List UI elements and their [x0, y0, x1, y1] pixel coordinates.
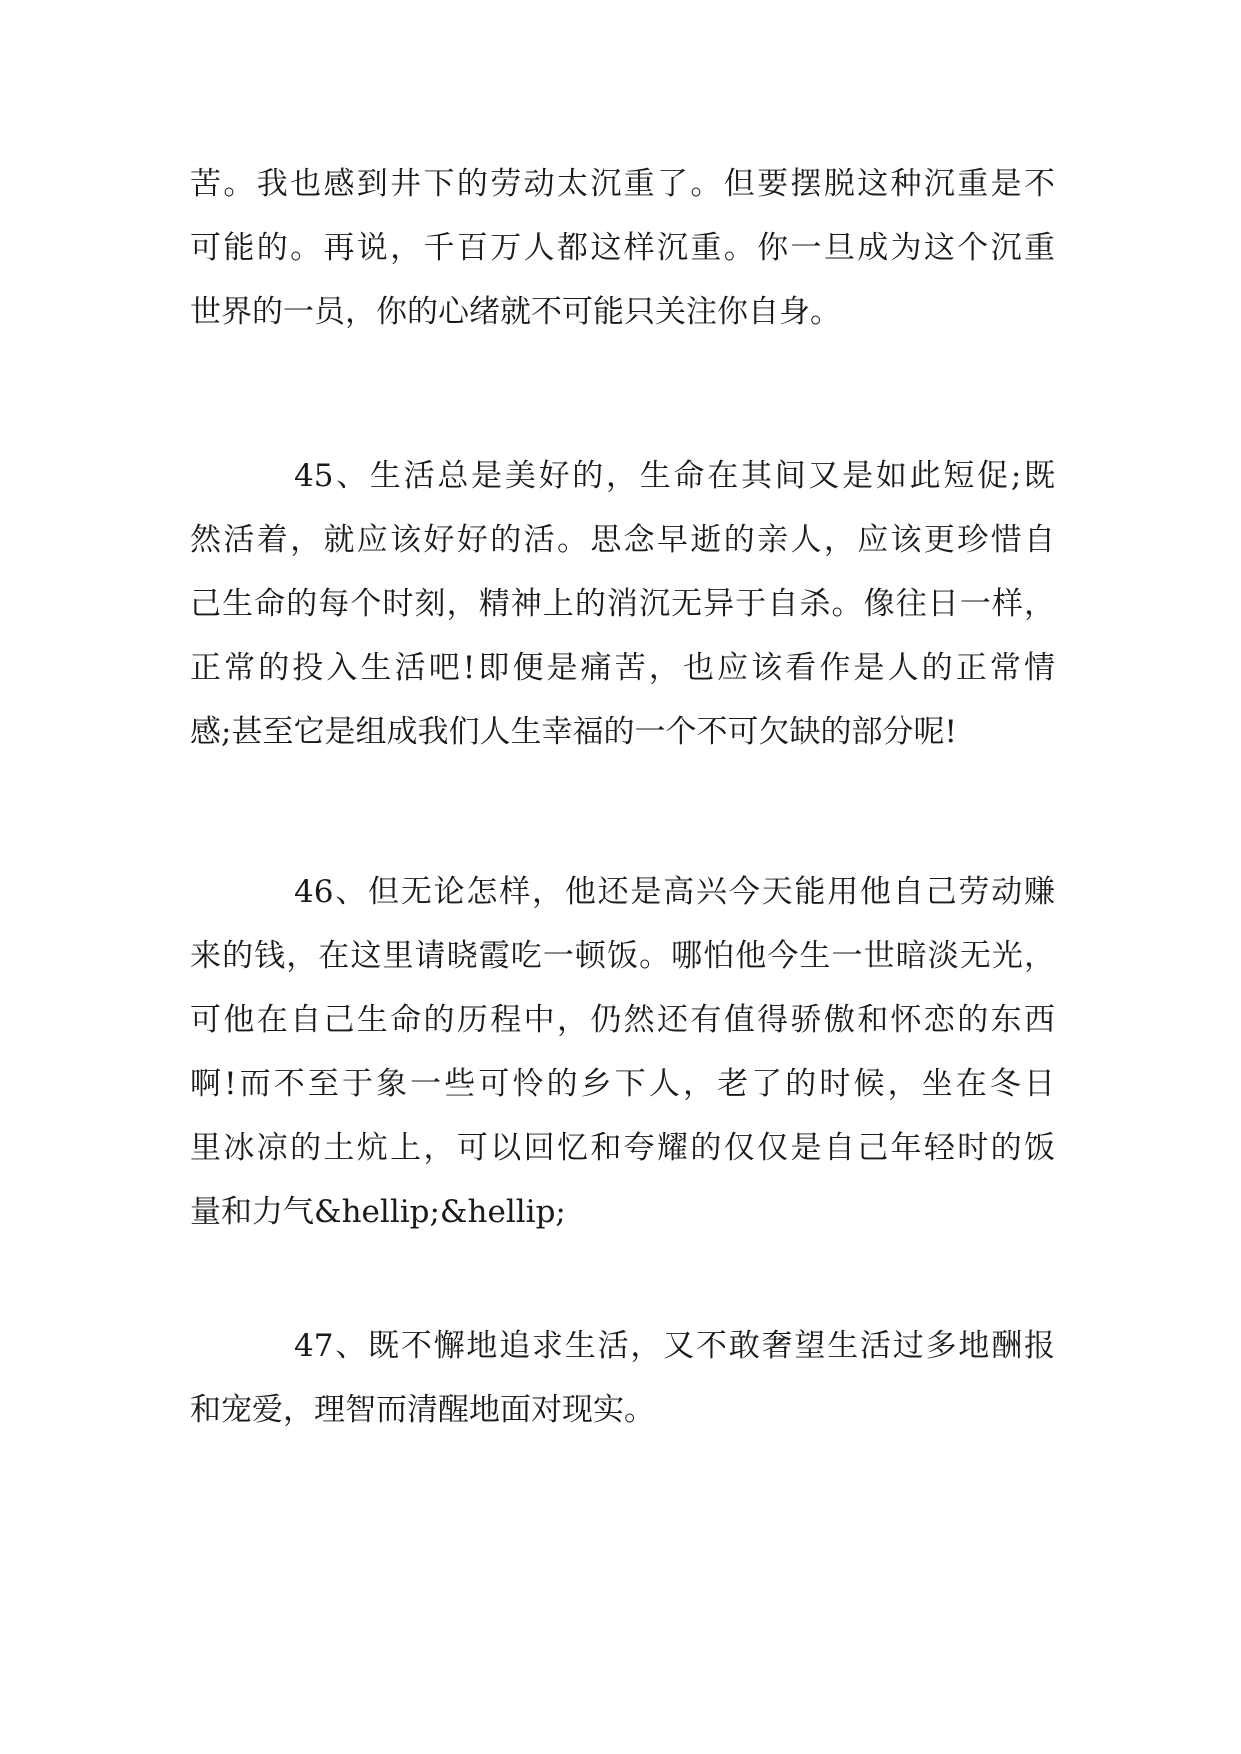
text-line: 47、既不懈地追求生活，又不敢奢望生活过多地酬报: [294, 1328, 1055, 1364]
text-line: 世界的一员，你的心绪就不可能只关注你自身。: [190, 294, 841, 330]
text-line: 苦。我也感到井下的劳动太沉重了。但要摆脱这种沉重是不: [190, 166, 1055, 202]
text-line: 量和力气&hellip;&hellip;: [190, 1194, 566, 1230]
text-line: 和宠爱，理智而清醒地面对现实。: [190, 1392, 655, 1428]
text-line: 己生命的每个时刻，精神上的消沉无异于自杀。像往日一样，: [190, 586, 1055, 622]
text-line: 感;甚至它是组成我们人生幸福的一个不可欠缺的部分呢!: [190, 714, 957, 750]
text-line: 可能的。再说，千百万人都这样沉重。你一旦成为这个沉重: [190, 230, 1055, 266]
text-line: 来的钱，在这里请晓霞吃一顿饭。哪怕他今生一世暗淡无光，: [190, 938, 1055, 974]
paragraph-quote-46: [190, 860, 1055, 1244]
text-line: 45、生活总是美好的，生命在其间又是如此短促;既: [294, 458, 1055, 494]
text-line: 46、但无论怎样，他还是高兴今天能用他自己劳动赚: [294, 874, 1055, 910]
text-line: 啊!而不至于象一些可怜的乡下人，老了的时候，坐在冬日: [190, 1066, 1055, 1102]
text-line: 然活着，就应该好好的活。思念早逝的亲人，应该更珍惜自: [190, 522, 1055, 558]
paragraph-quote-47: [190, 1314, 1055, 1442]
paragraph-quote-45: [190, 444, 1055, 764]
text-line: 里冰凉的土炕上，可以回忆和夸耀的仅仅是自己年轻时的饭: [190, 1130, 1055, 1166]
text-line: 正常的投入生活吧!即便是痛苦，也应该看作是人的正常情: [190, 650, 1055, 686]
text-line: 可他在自己生命的历程中，仍然还有值得骄傲和怀恋的东西: [190, 1002, 1055, 1038]
paragraph-fragment: [190, 152, 1055, 344]
